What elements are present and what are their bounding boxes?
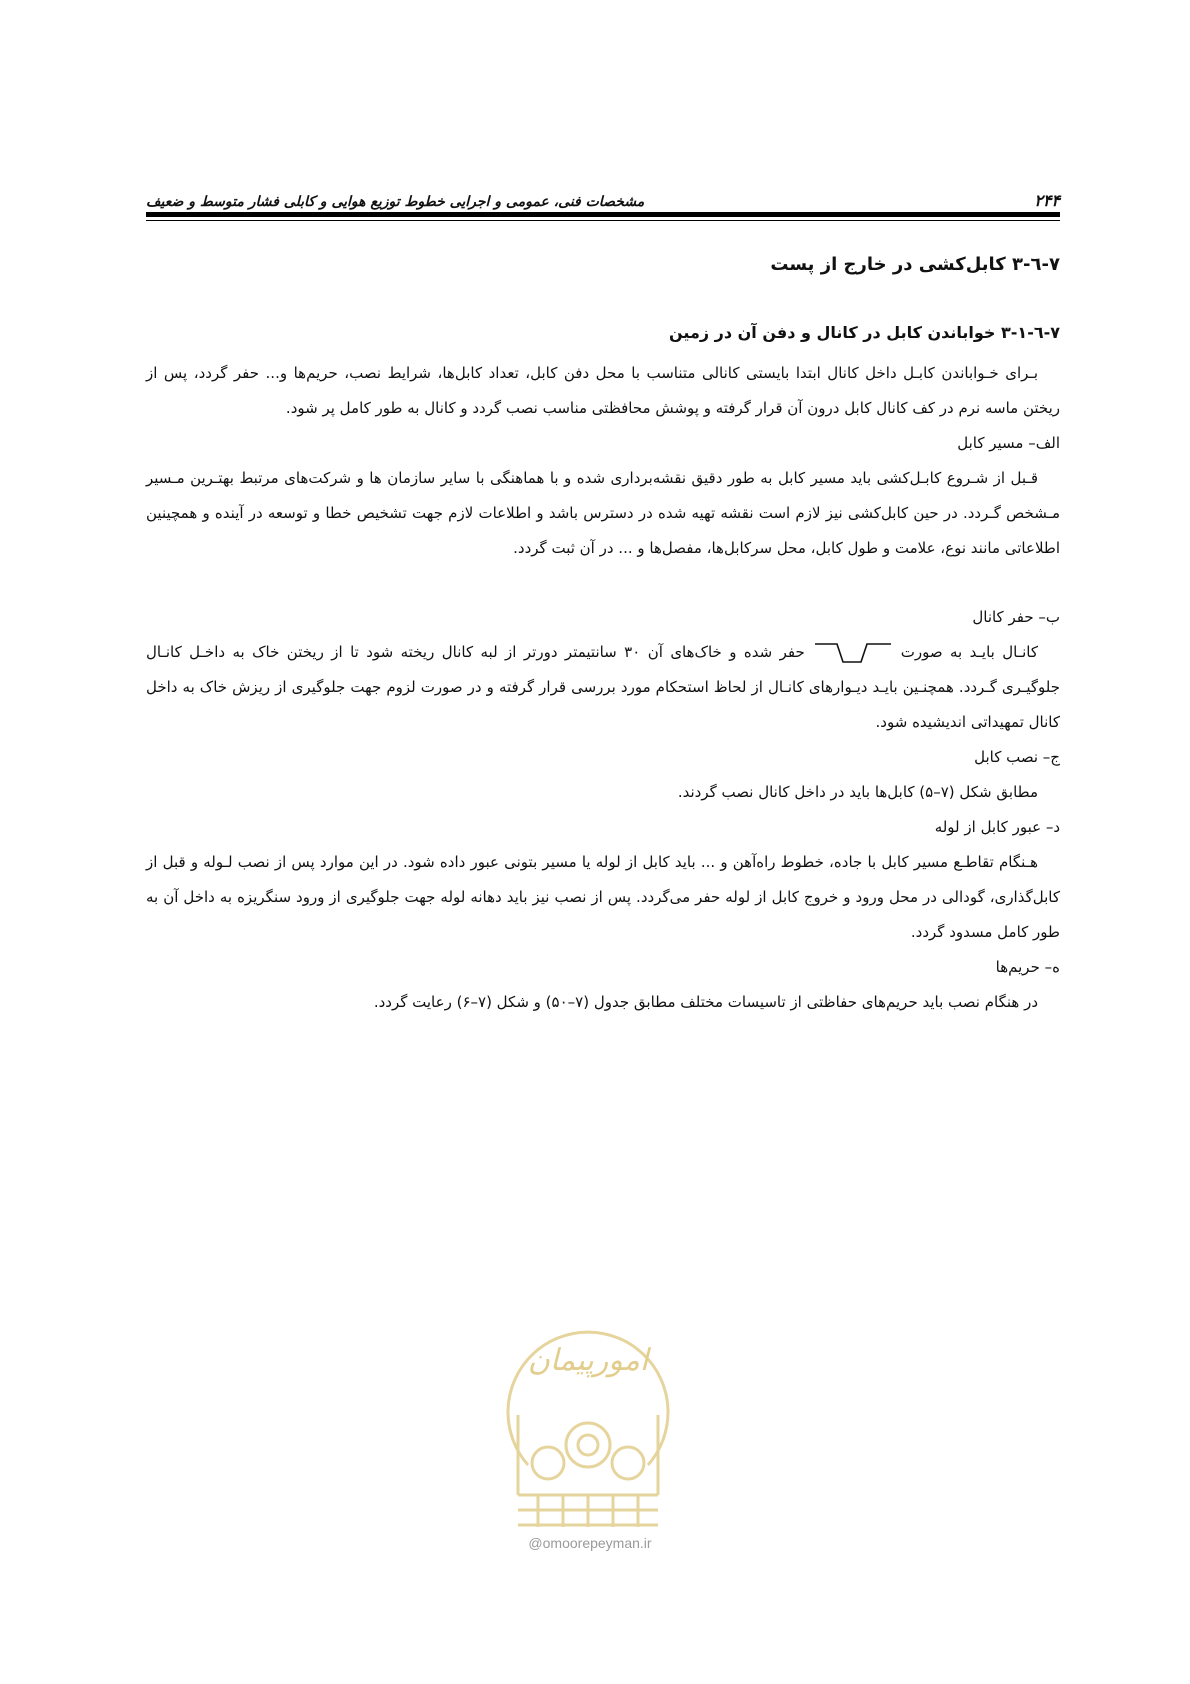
- item-dal-paragraph: هـنگام تقاطـع مسیر کابل با جاده، خطوط راه‌آهن و ... باید کابل از لوله یا مسیر بتونی عبور داده شود. در این موارد پس از نصب لـوله و قبل از کابل‌گذاری، گودالی در محل ورود و خروج کابل از لوله حفر می‌گردد. پس از نصب نیز باید دهانه لوله جهت جلوگیری از ورود سنگریزه به داخل آن به طور کامل مسدود گردد.: [146, 853, 1060, 941]
- page-number: ۲۴۴: [1034, 191, 1060, 210]
- running-header: [146, 180, 1060, 210]
- section-heading: ۷-٦-۳ کابل‌کشی در خارج از پست: [770, 254, 1060, 275]
- header-rule-thin: [146, 220, 1060, 221]
- watermark-url: @omoorepeyman.ir: [528, 1535, 652, 1551]
- item-jim-heading: ج– نصب کابل: [974, 748, 1060, 766]
- item-be-text-start: کانـال بایـد به صورت: [900, 643, 1038, 661]
- watermark-logo: [488, 1295, 688, 1535]
- item-be-text-end: حفر شده و خاک‌های آن ۳۰ سانتیمتر دورتر از لبه کانال ریخته شود تا از ریختن خاک به داخـل کانـال جلوگیـری گـردد. همچنـین بایـد دیـوارهای کانـال از لحاظ استحکام مورد بررسی قرار گرفته و در صورت لزوم جهت جلوگیری از ریزش خاک به داخل کانال تمهیداتی اندیشیده شود.: [146, 643, 1060, 731]
- trench-profile-icon: [813, 640, 893, 666]
- item-alef-paragraph: قـبل از شـروع کابـل‌کشی باید مسیر کابل به طور دقیق نقشه‌برداری شده و با هماهنگی با سایر سازمان ها و شرکت‌های مرتبط بهتـرین مـسیر مـشخص گـردد. در حین کابل‌کشی نیز لازم است نقشه تهیه شده در دسترس باشد و اطلاعات لازم جهت تشخیص خطا و توسعه در آینده و همچینین اطلاعاتی مانند نوع، علامت و طول کابل، محل سرکابل‌ها، مفصل‌ها و ... در آن ثبت گردد.: [146, 469, 1060, 557]
- page-body: [146, 250, 1060, 1020]
- intro-paragraph: بـرای خـواباندن کابـل داخل کانال ابتدا بایستی کانالی متناسب با محل دفن کابل، تعداد کابل‌ها، شرایط نصب، حریم‌ها و... حفر گردد، پس از ریختن ماسه نرم در کف کانال کابل درون آن قرار گرفته و پوشش محافظتی مناسب نصب گردد و کانال به طور کامل پر شود.: [146, 364, 1060, 417]
- subsection-heading: ۷-٦-۳-۱ خواباندن کابل در کانال و دفن آن در زمین: [669, 323, 1060, 342]
- item-be-paragraph: [146, 635, 1060, 740]
- item-jim-paragraph: مطابق شکل (۷–۵) کابل‌ها باید در داخل کانال نصب گردند.: [677, 783, 1038, 801]
- item-dal-heading: د– عبور کابل از لوله: [934, 818, 1060, 836]
- watermark-logo-text: امورپیمان: [527, 1343, 649, 1378]
- item-be-heading: ب– حفر کانال: [972, 608, 1060, 626]
- item-he-heading: ه– حریم‌ها: [995, 958, 1060, 976]
- spacer: [146, 566, 1060, 600]
- header-rule-thick: [146, 212, 1060, 217]
- item-he-paragraph: در هنگام نصب باید حریم‌های حفاظتی از تاسیسات مختلف مطابق جدول (۷–۵۰) و شکل (۷–۶) رعایت گردد.: [373, 993, 1038, 1011]
- header-title: مشخصات فنی، عمومی و اجرایی خطوط توزیع هوایی و کابلی فشار متوسط و ضعیف: [146, 194, 645, 210]
- item-alef-heading: الف– مسیر کابل: [957, 434, 1060, 452]
